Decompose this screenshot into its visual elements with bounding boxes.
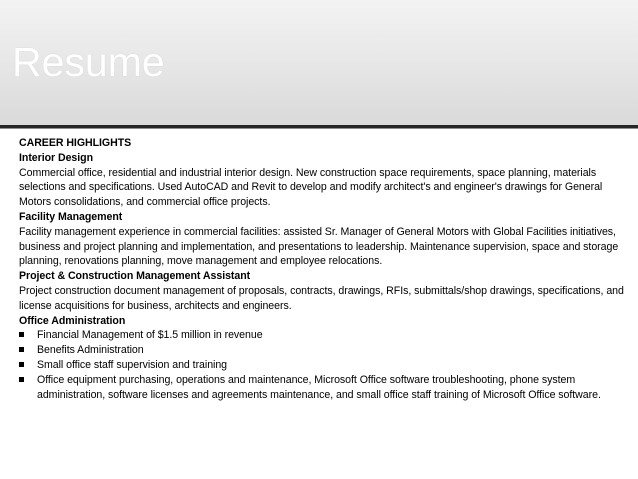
list-item-text: Small office staff supervision and training [37, 358, 228, 371]
list-item [19, 343, 631, 358]
resume-content [19, 136, 631, 402]
career-highlights-heading: CAREER HIGHLIGHTS [19, 137, 132, 149]
slide-title: Resume [12, 39, 165, 85]
section-body-facility-management: Facility management experience in commercial facilities: assisted Sr. Manager of General Motors with Global Facilities initiatives, business and project planning and implementation, and presentations to leadership. Maintenance supervision, space and storage planning, renovations planning, move management and employee relocations. [19, 225, 619, 268]
list-item-text: Financial Management of $1.5 million in revenue [37, 329, 263, 342]
section-body-interior-design: Commercial office, residential and industrial interior design. New construction space requirements, space planning, materials selections and specifications. Used AutoCAD and Revit to develop and modify architect's and engineer's drawings for General Motors consolidations, and commercial office projects. [19, 166, 603, 209]
square-bullet-icon [19, 362, 24, 367]
list-item [19, 373, 631, 403]
title-band [0, 0, 638, 125]
list-item [19, 328, 631, 343]
square-bullet-icon [19, 332, 24, 337]
square-bullet-icon [19, 377, 24, 382]
section-body-project-construction: Project construction document management of proposals, contracts, drawings, RFIs, submittals/shop drawings, specifications, and license acquisitions for business, architects and engineers. [19, 284, 624, 312]
list-item-text: Benefits Administration [37, 344, 144, 357]
title-divider-shadow [0, 128, 638, 129]
section-title-facility-management: Facility Management [19, 210, 123, 223]
section-title-office-administration: Office Administration [19, 314, 126, 327]
list-item [19, 358, 631, 373]
office-administration-list [19, 328, 631, 402]
section-title-project-construction: Project & Construction Management Assistant [19, 270, 251, 283]
list-item-text: Office equipment purchasing, operations and maintenance, Microsoft Office software troubleshooting, phone system administration, software licenses and agreements maintenance, and small office staff training of Microsoft Office software. [37, 373, 601, 401]
section-title-interior-design: Interior Design [19, 151, 94, 164]
square-bullet-icon [19, 347, 24, 352]
